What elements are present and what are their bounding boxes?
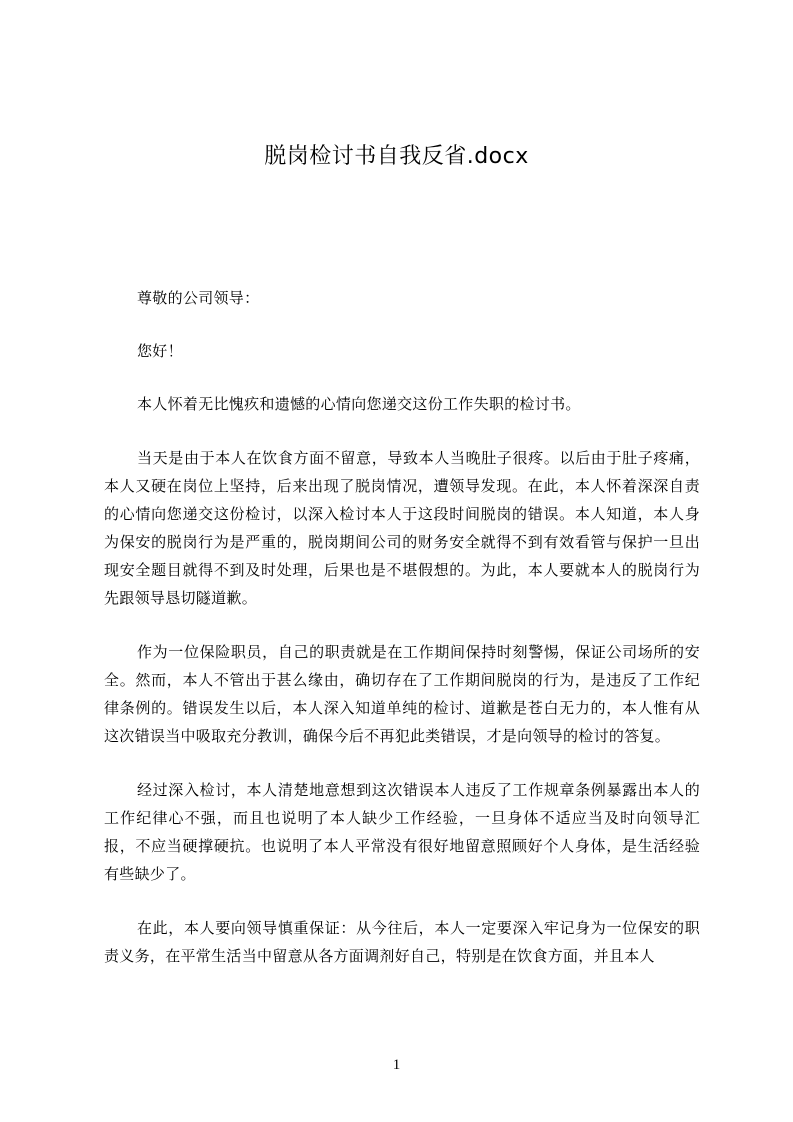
document-body	[104, 284, 700, 996]
body-paragraph: 在此，本人要向领导慎重保证：从今往后，本人一定要深入牢记身为一位保安的职责义务，在平常生活当中留意从各方面调剂好自己，特别是在饮食方面，并且本人	[104, 919, 700, 965]
body-paragraph: 作为一位保险职员，自己的职责就是在工作期间保持时刻警惕，保证公司场所的安全。然而，本人不管出于甚么缘由，确切存在了工作期间脱岗的行为，是违反了工作纪律条例的。错误发生以后，本人深入知道单纯的检讨、道歉是苍白无力的，本人惟有从这次错误当中吸取充分教训，确保今后不再犯此类错误，才是向领导的检讨的答复。	[104, 643, 700, 745]
intro-paragraph: 本人怀着无比愧疚和遗憾的心情向您递交这份工作失职的检讨书。	[137, 395, 581, 413]
page-number: 1	[392, 1057, 401, 1073]
salutation-paragraph: 尊敬的公司领导：	[137, 289, 260, 307]
greeting-paragraph: 您好！	[137, 342, 183, 360]
body-paragraph: 经过深入检讨，本人清楚地意想到这次错误本人违反了工作规章条例暴露出本人的工作纪律心不强，而且也说明了本人缺少工作经验，一旦身体不适应当及时向领导汇报，不应当硬撑硬抗。也说明了本人平常没有很好地留意照顾好个人身体，是生活经验有些缺少了。	[104, 781, 700, 883]
document-title: 脱岗检讨书自我反省.docx	[264, 144, 529, 169]
body-paragraph: 当天是由于本人在饮食方面不留意，导致本人当晚肚子很疼。以后由于肚子疼痛，本人又硬在岗位上坚持，后来出现了脱岗情况，遭领导发现。在此，本人怀着深深自责的心情向您递交这份检讨，以深入检讨本人于这段时间脱岗的错误。本人知道，本人身为保安的脱岗行为是严重的，脱岗期间公司的财务安全就得不到有效看管与保护一旦出现安全题目就得不到及时处理，后果也是不堪假想的。为此，本人要就本人的脱岗行为先跟领导恳切隧道歉。	[104, 449, 700, 607]
